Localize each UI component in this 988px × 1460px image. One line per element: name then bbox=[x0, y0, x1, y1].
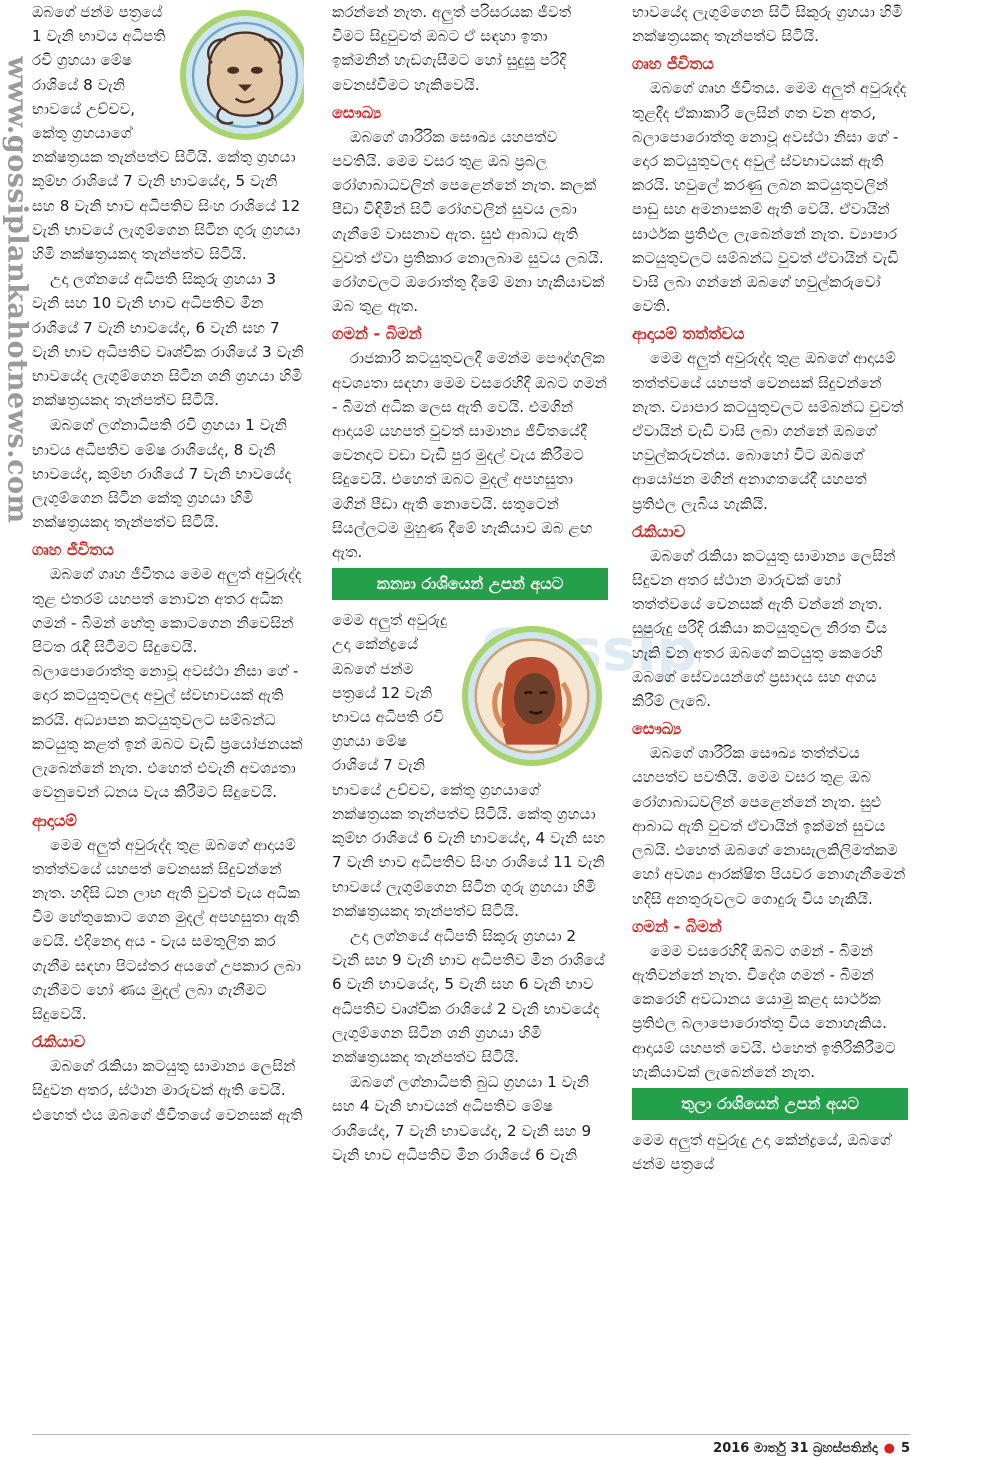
income-paragraph: මෙම අලුත් අවුරුද්ද තුළ ඔබගේ ආදායම් තත්ත්වයේ යහපත් වෙනසක් සිදුවන්නේ නැත. ව්‍යාපාර කටයුතුවලට සම්බන්ධ වුවත් ඒවායින් වැඩි වාසි ලබා ගන්නේ ඔබගේ හවුල්කරුවන්ය. බොහෝ විට ඔබගේ ආයෝජන මගින් අනාගතයේදී යහපත් ප්‍රතිඵල ලැබිය හැකියි. bbox=[632, 349, 904, 513]
section-heading-employment: රැකියාව bbox=[632, 521, 686, 541]
section-heading-travel: ගමන් - බිමන් bbox=[632, 916, 722, 936]
section-heading-home-life: ගෘහ ජීවිතය bbox=[32, 540, 114, 560]
virgo-intro-paragraph: උදා ලග්නයේ අධිපති සිකුරු ග්‍රහයා 2 වැනි සහ 9 වැනි භාව අධිපතිව මීන රාශියේ 6 වැනි භාවයේද, 5 වැනි සහ 6 වැනි භාව අධිපතිව වෘශ්චික රාශියේ 2 වැනි භාවයේද ලැගුම්ගෙන සිටින ශනි ග්‍රහයා හිමි නක්ෂත්‍රයකද තැන්පත්ව සිටියි. bbox=[332, 926, 605, 1066]
section-heading-income: ආදායම් bbox=[32, 810, 77, 830]
libra-intro-paragraph: මෙම අලුත් අවුරුදු උදා කේන්ද්‍රයේ, ඔබගේ ජන්ම පත්‍රයේ bbox=[632, 1130, 891, 1174]
section-heading-health: සෞඛ්‍ය bbox=[632, 719, 682, 739]
income-paragraph: මෙම අලුත් අවුරුද්ද තුළ ඔබගේ ආදායම් තත්ත්වයේ යහපත් වෙනසක් සිදුවන්නේ නැත. හදිසි ධන ලාභ ඇති වුවත් වැය අධික වීම හේතුකොට ගෙන මුදල් අපහසුතා ඇති වෙයි. එදිනෙදා අය - වැය සමතුලිත කර ගැනීම සඳහා පිටස්තර අයගේ උපකාර ලබා ගැනීමට හෝ ණය මුදල් ලබා ගැනීමට සිදුවෙයි. bbox=[32, 835, 302, 1023]
site-watermark: www.gossiplankahotnews.com bbox=[1, 56, 33, 524]
virgo-emblem-icon bbox=[462, 626, 602, 766]
employment-paragraph: ඔබගේ රැකියා කටයුතු සාමාන්‍ය ලෙසින් සිදුවන අතර ස්ථාන මාරුවක් හෝ තත්ත්වයේ වෙනසක් ඇති වන්නේ නැත. සුපුරුදු පරිදි රැකියා කටයුතුවල නිරත විය හැකි වන අතර ඔබගේ කටයුතු කෙරෙහි ඔබගේ සේව්‍යයන්ගේ ප්‍රසාදය සහ අගය කිරීම් ලැබේ. bbox=[632, 546, 896, 711]
employment-paragraph: ඔබගේ රැකියා කටයුතු සාමාන්‍ය ලෙසින් සිදුවන අතර, ස්ථාන මාරුවක් ඇති වෙයි. එහෙත් එය ඔබගේ ජීවිතයේ වෙනසක් ඇති bbox=[32, 1057, 303, 1124]
travel-paragraph: මෙම වසරෙහිදී ඔබට ගමන් - බිමන් ඇතිවන්නේ නැත. විදේශ ගමන් - බිමන් කෙරෙහි අවධානය යොමු කළද සාර්ථක ප්‍රතිඵල බලාපොරොත්තු විය නොහැකිය. ආදායම් යහපත් වෙයි. එහෙත් ඉතිරිකිරීමට හැකියාවක් ලැබෙන්නේ නැත. bbox=[632, 941, 896, 1081]
travel-paragraph: රාජකාරි කටයුතුවලදී මෙන්ම පෞද්ගලික අවශ්‍යතා සඳහා මෙම වසරෙහිදී ඔබට ගමන් - බිමන් අධික ලෙස ඇති වෙයි. එමගින් ආදායම් යහපත් වුවත් සාමාන්‍ය ජීවිතයේදී වෙනදාට වඩා වැඩි පුර මුදල් වැය කිරීමට සිදුවෙයි. එහෙත් ඔබට මුදල් අපහසුතා මගින් පීඩා ඇති නොවෙයි. සතුටෙන් සියල්ලටම මුහුණ දීමේ හැකියාව ඔබ ළඟ ඇත. bbox=[332, 349, 608, 562]
virgo-intro-paragraph: මෙම අලුත් අවුරුදු උදා කේන්ද්‍රයේ ඔබගේ ජන්ම පත්‍රයේ 12 වැනි භාවය අධිපති රවි ග්‍රහයා මේෂ රාශියේ 7 වැනි භාවයේ උච්චව, කේතු ග්‍රහයාගේ නක්ෂත්‍රයක තැන්පත්ව සිටියි. කේතු ග්‍රහයා කුම්භ රාශියේ 6 වැනි භාවයේද, 4 වැනි සහ 7 වැනි භාව අධිපතිව සිංහ රාශියේ 11 වැනි භාවයේ ලැගුම්ගෙන සිටින ගුරු ග්‍රහයා හිමි නක්ෂත්‍රයකද තැන්පත්ව සිටියි. bbox=[332, 611, 606, 920]
home-life-paragraph: ඔබගේ ගෘහ ජීවිතය මෙම අලුත් අවුරුද්ද තුළ එතරම් යහපත් නොවන අතර අධික ගමන් - බිමන් හේතු කොටගෙන නිවෙසින් පිටත රැඳී සිටීමට සිදුවෙයි. බලාපොරොත්තු නොවූ අවස්ථා නිසා ගේ - දොර කටයුතුවලද අවුල් ස්වභාවයක් ඇති කරයි. අධ්‍යාපන කටයුතුවලට සම්බන්ධ කටයුතු කළත් ඉන් ඔබට වැඩි ප්‍රයෝජනයක් ලැබෙන්නේ නැත. එහෙත් එවැනි අවශ්‍යතා වෙනුවෙන් ධනය වැය කිරීමට සිදුවෙයි. bbox=[32, 565, 303, 802]
section-heading-income: ආදායම් තත්ත්වය bbox=[632, 324, 745, 344]
virgo-section-banner: කන්‍යා රාශියෙන් උපන් අයට bbox=[332, 568, 608, 600]
page-footer bbox=[713, 1440, 910, 1458]
intro-paragraph: උදා ලග්නයේ අධිපති සිකුරු ග්‍රහයා 3 වැනි සහ 10 වැනි භාව අධිපතිව මීන රාශියේ 7 වැනි භාවයේද, 6 වැනි සහ 7 වැනි භාව අධිපතිව වෘශ්චික රාශියේ 3 වැනි භාවයේද ලැගුම්ගෙන සිටින ශනි ග්‍රහයා හිමි නක්ෂත්‍රයකද තැන්පත්ව සිටියි. bbox=[32, 270, 304, 410]
page-number: 5 bbox=[900, 1441, 910, 1456]
continued-paragraph: කරන්නේ නැත. අලුත් පරිසරයක ජීවත් වීමට සිදුවුවත් ඔබට ඒ සඳහා ඉතා ඉක්මනින් හැඩගැසීමට හෝ සුදුසු පරිදි වෙනස්වීමට හැකිවෙයි. bbox=[332, 3, 572, 94]
libra-section-banner: තුලා රාශියෙන් උපන් අයට bbox=[632, 1088, 908, 1120]
footer-divider bbox=[32, 1434, 910, 1435]
section-heading-health: සෞඛ්‍ය bbox=[332, 102, 382, 122]
intro-paragraph: ඔබගේ ජන්ම පත්‍රයේ 1 වැනි භාවය අධිපති රවි ග්‍රහයා මේෂ රාශියේ 8 වැනි භාවයේ උච්චව, කේතු ග්‍රහයාගේ නක්ෂත්‍රයක තැන්පත්ව සිටියි. කේතු ග්‍රහයා කුම්භ රාශියේ 7 වැනි භාවයේද, 5 වැනි සහ 8 වැනි භාව අධිපතිව සිංහ රාශියේ 12 වැනි භාවයේ ලැගුම්ගෙන සිටින ගුරු ග්‍රහයා හිමි නක්ෂත්‍රයකද තැන්පත්ව සිටියි. bbox=[32, 3, 301, 264]
health-paragraph: ඔබගේ ශාරීරික සෞඛ්‍ය තත්ත්වය යහපත්ව පවතියි. මෙම වසර තුළ ඔබ රෝගාබාධවලින් පෙළෙන්නේ නැත. සුළු ආබාධ ඇති වුවත් ඒවායින් ඉක්මන් සුවය ලබයි. එහෙත් ඔබගේ නොසැලකිලිමත්කම හෝ අවශ්‍ය ආරක්ෂිත පියවර නොගැනීමෙන් හදිසි අනතුරුවලට ගොදුරු විය හැකියි. bbox=[632, 744, 906, 908]
health-paragraph: ඔබගේ ශාරීරික සෞඛ්‍ය යහපත්ව පවතියි. මෙම වසර තුළ ඔබ ප්‍රබල රෝගාබාධවලින් පෙළෙන්නේ නැත. කලක් පීඩා විඳිමින් සිටි රෝගවලින් සුවය ලබා ගැනීමේ වාසනාව ඇත. සුළු ආබාධ ඇති වුවත් ඒවා ප්‍රතිකාර නොලබාම සුවය ලබයි. රෝගවලට ඔරොත්තු දීමේ මනා හැකියාවක් ඔබ තුළ ඇත. bbox=[332, 127, 605, 316]
continued-paragraph: භාවයේද ලැගුම්ගෙන සිටි සිකුරු ග්‍රහයා හිමි නක්ෂත්‍රයකද තැන්පත්ව සිටියි. bbox=[632, 3, 903, 46]
section-heading-employment: රැකියාව bbox=[32, 1032, 86, 1052]
intro-paragraph: ඔබගේ ලග්නාධිපති රවි ග්‍රහයා 1 වැනි භාවය අධිපතිව මේෂ රාශියේද, 8 වැනි භාවයේද, කුම්භ රාශියේ 7 වැනි භාවයේද ලැගුම්ගෙන සිටින කේතු ග්‍රහයා හිමි නක්ෂත්‍රයකද තැන්පත්ව සිටියි. bbox=[32, 416, 292, 532]
footer-bullet-icon: ● bbox=[883, 1441, 895, 1456]
virgo-intro-paragraph: ඔබගේ ලග්නාධිපති බුධ ග්‍රහයා 1 වැනි සහ 4 වැනි භාවයන් අධිපතිව මේෂ රාශියේද, 7 වැනි භාවයේද, 2 වැනි සහ 9 වැනි භාව අධිපතිව මීන රාශියේ 6 වැනි bbox=[332, 1073, 592, 1164]
column-2 bbox=[332, 0, 608, 1428]
center-logo-watermark: Gossip bbox=[480, 616, 698, 684]
column-1 bbox=[32, 0, 304, 1428]
footer-date: 2016 මාර්තු 31 බ්‍රහස්පතින්දා bbox=[713, 1441, 878, 1456]
column-3 bbox=[632, 0, 908, 1428]
leo-emblem-icon bbox=[180, 10, 304, 140]
section-heading-travel: ගමන් - බිමන් bbox=[332, 324, 422, 344]
section-heading-home-life: ගෘහ ජීවිතය bbox=[632, 54, 714, 74]
home-life-paragraph: ඔබගේ ගෘහ ජීවිතය. මෙම අලුත් අවුරුද්ද තුළදීද ඒකාකාරී ලෙසින් ගත වන අතර, බලාපොරොත්තු නොවූ අවස්ථා නිසා ගේ - දොර කටයුතුවලද අවුල් ස්වභාවයක් ඇති කරයි. හවුලේ කරණු ලබන කටයුතුවලින් පාඩු සහ අමනාපකම් ඇති වෙයි. ඒවායින් සාර්ථක ප්‍රතිඵල ලැබෙන්නේ නැත. ව්‍යාපාර කටයුතුවලට සම්බන්ධ වුවත් ඒවායින් වැඩි වාසි ලබා ගන්නේ ඔබගේ හවුල්කරුවෝ වෙති. bbox=[632, 79, 907, 316]
